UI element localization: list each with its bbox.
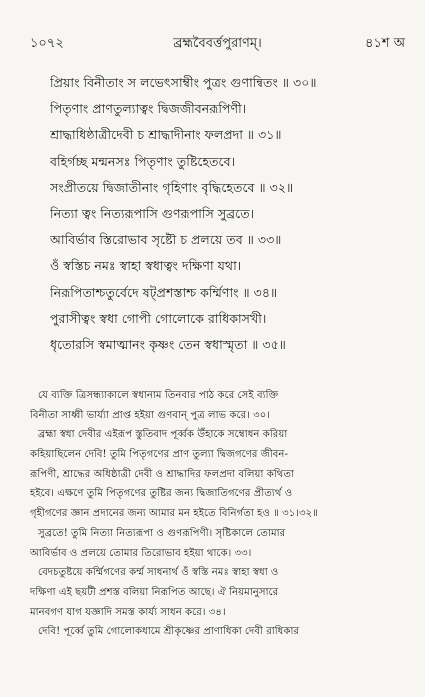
- verse-line: বহির্গচ্ছ মন্মনসঃ পিতৃণাং তুষ্টিহেতবে।: [50, 153, 236, 169]
- commentary-line: গৃহীগণের জ্ঞান প্রদানের জন্য আমার মন হইতে বিনির্গতা হও ॥ ৩১।৩২॥: [30, 508, 319, 520]
- chapter-label: ৪১শ অ: [365, 36, 405, 51]
- bengali-commentary: [30, 386, 412, 642]
- verse-line: নিরূপিতাশ্চতুর্বেদে ষট্‌প্রশস্তাশ্চ কর্ম্মিণাং ॥ ৩৪॥: [50, 284, 278, 300]
- book-title: ব্রহ্মবৈবর্ত্তপুরাণম্।: [173, 36, 262, 51]
- verse-line: শ্রাদ্ধাধিষ্ঠাত্রীদেবী চ শ্রাদ্ধাদীনাং ফলপ্রদা ॥ ৩১॥: [50, 127, 282, 143]
- verse-line: ধৃতোরসি স্বমাত্মানং কৃষ্ণং তেন স্বধাস্মৃতা ॥ ৩৫॥: [50, 336, 286, 352]
- commentary-line: বেদচতুষ্টয়ে কর্ম্মিগণের কর্ম্ম সাধনার্থ ওঁ স্বস্তি নমঃ স্বাহা স্বধা ও: [38, 567, 279, 579]
- commentary-line: রূপিণী, শ্রাদ্ধের অধিষ্ঠাত্রী দেবী ও শ্রাদ্ধাদির ফলপ্রদা বলিয়া কথিতা: [30, 468, 294, 480]
- page-header: [30, 34, 405, 56]
- verse-line: আবির্ভাব স্তিরোভাব সৃষ্টৌ চ প্রলয়ে তব ॥ ৩৩॥: [50, 232, 282, 248]
- verse-line: ওঁ স্বস্তিচ নমঃ স্বাহা স্বধাত্বং দক্ষিণা যথা।: [50, 258, 242, 274]
- commentary-line: সুব্রতে! তুমি নিত্যা নিত্যরূপা ও গুণরূপিণী। সৃষ্টিকালে তোমার: [38, 527, 286, 539]
- verse-line: প্রিয়াং বিনীতাং স লভেৎসাম্বীং পুত্রং গুণান্বিতং ॥ ৩০॥: [50, 75, 317, 90]
- commentary-line: ব্রহ্মা স্বধা দেবীর এইরূপ স্তুতিবাদ পূর্ব্বক উঁহাকে সম্বোধন করিয়া: [38, 429, 288, 441]
- commentary-line: হইবে। এক্ষণে তুমি পিতৃগণের তুষ্টির জন্য দ্বিজাতিগণের প্রীত্যর্থ ও: [30, 488, 293, 500]
- commentary-line: দেবি! পূর্ব্বে তুমি গোলোকধামে শ্রীকৃষ্ণের প্রাণাধিকা দেবী রাধিকার: [38, 626, 300, 638]
- commentary-line: যে ব্যক্তি ত্রিসন্ধ্যাকালে স্বধানাম তিনবার পাঠ করে সেই ব্যক্তি: [38, 390, 279, 401]
- verse-line: সংপ্রীতয়ে দ্বিজাতীনাং গৃহিণাং বৃদ্ধিহেতবে ॥ ৩২॥: [50, 179, 294, 195]
- verse-line: পুরাসীত্বং স্বধা গোপী গোলোকে রাধিকাসখী।: [50, 310, 267, 326]
- verse-line: পিতৃণাং প্রাণতুল্যাত্বং দ্বিজজীবনরূপিণী।: [50, 101, 247, 117]
- commentary-line: কহিয়াছিলেন দেবি! তুমি পিতৃগণের প্রাণ তুল্যা দ্বিজগণের জীবন-: [30, 449, 288, 461]
- commentary-line: বিনীতা সাধ্বী ভার্য্যা প্রাপ্ত হইয়া গুণবান্ পুত্র লাভ করে। ৩০।: [30, 409, 270, 421]
- commentary-line: মানবগণ যাগ যজ্ঞাদি সমস্ত কার্য্য সাধন করে। ৩৪।: [30, 606, 226, 618]
- commentary-line: আবির্ভাব ও প্রলয়ে তোমার তিরোভাব হইয়া থাকে। ৩৩।: [30, 547, 252, 559]
- page-number: ১০৭২: [30, 36, 64, 51]
- sanskrit-verses: [50, 70, 410, 362]
- commentary-line: দক্ষিণা এই ছয়টী প্রশস্ত বলিয়া নিরূপিত আছে। ঐ নিয়মানুসারে: [30, 586, 279, 598]
- verse-line: নিত্যা ত্বং নিত্যরূপাসি গুণরূপাসি সুব্রতে।: [50, 205, 255, 221]
